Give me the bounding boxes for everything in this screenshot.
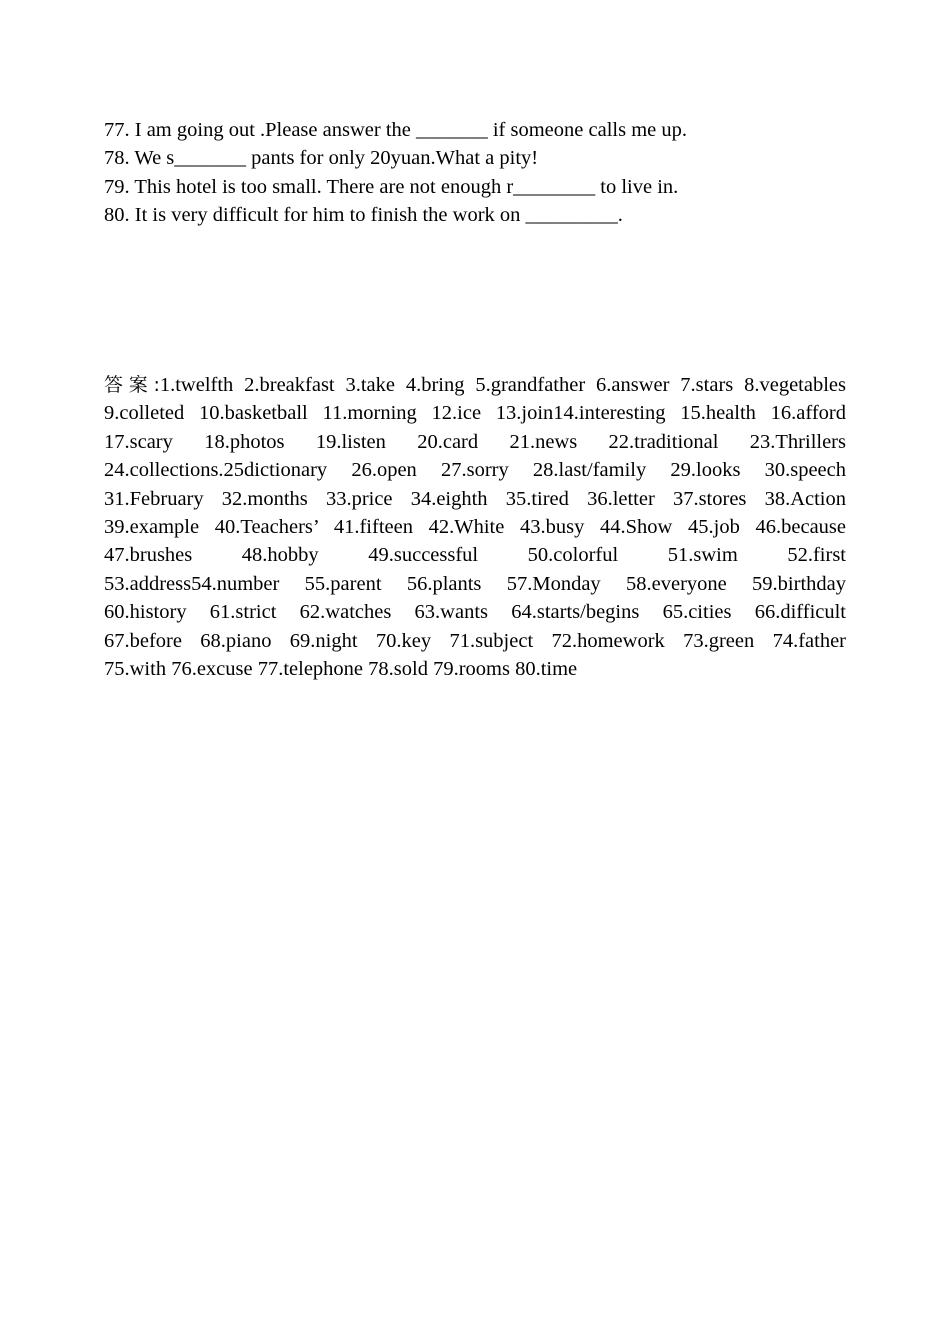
- question-list: [104, 116, 864, 230]
- answer-key: [104, 371, 846, 683]
- answer-line-5: 31.February 32.months 33.price 34.eighth 35.tired 36.letter 37.stores 38.Action: [104, 487, 846, 510]
- answer-line-4: 24.collections.25dictionary 26.open 27.sorry 28.last/family 29.looks 30.speech: [104, 459, 846, 482]
- answer-label: 答案:: [104, 374, 160, 396]
- question-80: 80. It is very difficult for him to finish the work on _________.: [104, 204, 623, 227]
- question-78: 78. We s_______ pants for only 20yuan.What a pity!: [104, 147, 539, 170]
- answer-line-6: 39.example 40.Teachers’ 41.fifteen 42.White 43.busy 44.Show 45.job 46.because: [104, 516, 846, 539]
- question-77: 77. I am going out .Please answer the _______ if someone calls me up.: [104, 119, 687, 141]
- answer-line-7: 47.brushes 48.hobby 49.successful 50.colorful 51.swim 52.first: [104, 544, 846, 567]
- question-79: 79. This hotel is too small. There are not enough r________ to live in.: [104, 175, 679, 198]
- answer-line-8: 53.address54.number 55.parent 56.plants 57.Monday 58.everyone 59.birthday: [104, 572, 846, 595]
- answer-line-9: 60.history 61.strict 62.watches 63.wants 64.starts/begins 65.cities 66.difficult: [104, 601, 846, 624]
- answer-line-3: 17.scary 18.photos 19.listen 20.card 21.news 22.traditional 23.Thrillers: [104, 430, 846, 453]
- answer-text: 1.twelfth 2.breakfast 3.take 4.bring 5.grandfather 6.answer 7.stars 8.vegetables: [159, 374, 846, 396]
- answer-line-2: 9.colleted 10.basketball 11.morning 12.ice 13.join14.interesting 15.health 16.afford: [104, 402, 846, 425]
- answer-line-1: [104, 371, 846, 399]
- answer-line-10: 67.before 68.piano 69.night 70.key 71.subject 72.homework 73.green 74.father: [104, 629, 846, 652]
- answer-line-11: 75.with 76.excuse 77.telephone 78.sold 79.rooms 80.time: [104, 658, 578, 681]
